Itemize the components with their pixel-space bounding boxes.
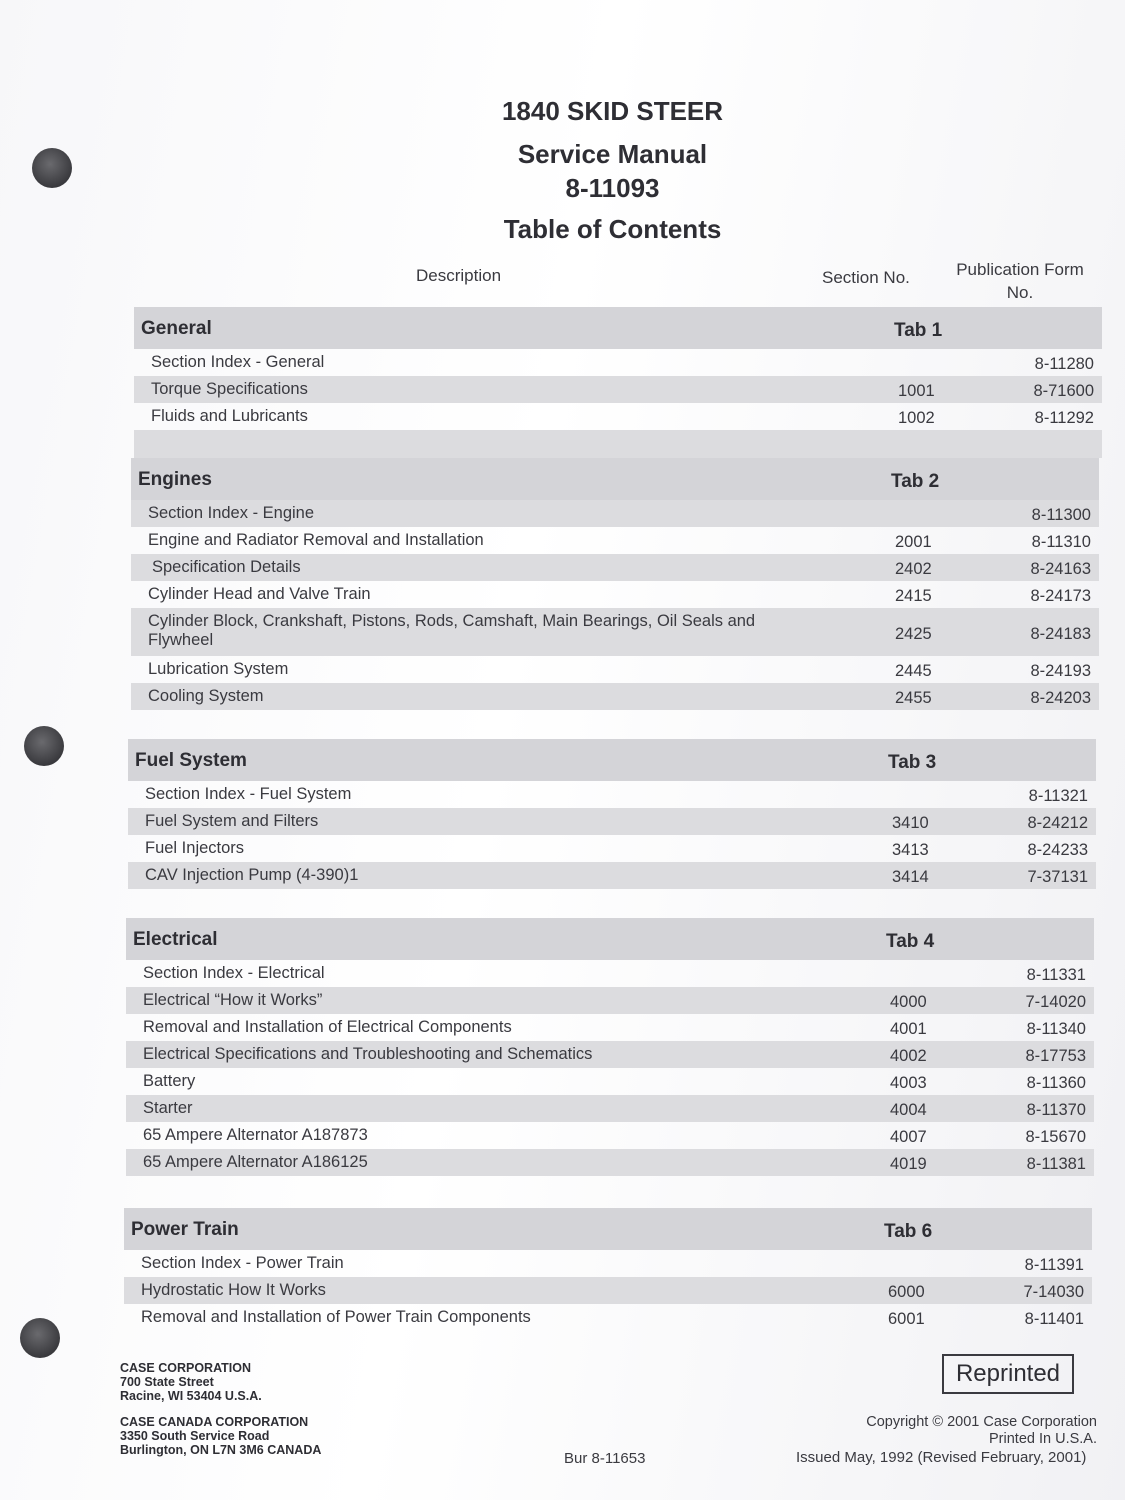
row-section-no: 2445	[895, 662, 932, 680]
section-general	[134, 307, 1102, 458]
row-section-no: 4004	[890, 1101, 927, 1119]
toc-row	[128, 781, 1096, 808]
copyright-line: Copyright © 2001 Case Corporation	[866, 1414, 1097, 1430]
row-publication-no: 8-11300	[1031, 506, 1091, 524]
row-publication-no: 8-24173	[1030, 587, 1091, 605]
row-section-no: 4002	[890, 1047, 927, 1065]
toc-row	[134, 349, 1102, 376]
row-section-no: 3414	[892, 868, 929, 886]
row-section-no: 4019	[890, 1155, 927, 1173]
toc-row	[126, 1149, 1094, 1176]
toc-row	[128, 835, 1096, 862]
toc-row	[131, 500, 1099, 527]
row-description: Specification Details	[152, 558, 301, 576]
row-description: Hydrostatic How It Works	[141, 1281, 326, 1299]
toc-row	[126, 1041, 1094, 1068]
issued-date: Issued May, 1992 (Revised February, 2001)	[796, 1449, 1087, 1466]
toc-row	[131, 608, 1099, 656]
row-description: Engine and Radiator Removal and Installation	[148, 531, 484, 549]
copyright-block	[866, 1414, 1097, 1448]
row-section-no: 6001	[888, 1310, 925, 1328]
section-name: Electrical	[133, 929, 218, 950]
binder-hole	[24, 726, 64, 766]
row-description: Cylinder Head and Valve Train	[148, 585, 371, 603]
row-publication-no: 8-24203	[1030, 689, 1091, 707]
row-publication-no: 8-11340	[1026, 1020, 1086, 1038]
toc-row	[131, 683, 1099, 710]
section-electrical	[126, 918, 1094, 1176]
section-tab: Tab 3	[888, 752, 937, 773]
row-description: Removal and Installation of Electrical Components	[143, 1018, 512, 1036]
section-tab: Tab 2	[891, 471, 940, 492]
row-publication-no: 8-24212	[1027, 814, 1088, 832]
model-title: 1840 SKID STEER	[501, 96, 724, 126]
address-line: 3350 South Service Road	[120, 1429, 270, 1443]
section-engines	[131, 458, 1099, 710]
toc-row	[131, 527, 1099, 554]
section-header	[124, 1208, 1092, 1250]
case-us-address	[120, 1361, 262, 1403]
row-description: Torque Specifications	[151, 380, 308, 398]
toc-row	[126, 1068, 1094, 1095]
toc-row	[128, 862, 1096, 889]
reprinted-stamp: Reprinted	[942, 1354, 1074, 1394]
toc-row	[131, 656, 1099, 683]
row-publication-no: 8-11280	[1034, 355, 1094, 373]
toc-row	[126, 960, 1094, 987]
address-line: Racine, WI 53404 U.S.A.	[120, 1389, 262, 1403]
toc-row	[134, 376, 1102, 403]
row-section-no: 2415	[895, 587, 932, 605]
row-description: Removal and Installation of Power Train Components	[141, 1308, 531, 1326]
toc-row	[126, 987, 1094, 1014]
row-section-no: 4007	[890, 1128, 927, 1146]
row-publication-no: 8-11292	[1034, 409, 1094, 427]
row-publication-no: 8-24183	[1030, 625, 1091, 643]
row-section-no: 2455	[895, 689, 932, 707]
toc-row	[126, 1095, 1094, 1122]
row-publication-no: 8-11381	[1026, 1155, 1086, 1173]
toc-row	[126, 1014, 1094, 1041]
row-publication-no: 8-71600	[1033, 382, 1094, 400]
row-spacer	[134, 430, 1102, 458]
row-section-no: 1001	[898, 382, 935, 400]
section-name: Power Train	[131, 1219, 239, 1240]
section-name: Engines	[138, 469, 212, 490]
row-publication-no: 7-14030	[1023, 1283, 1084, 1301]
row-publication-no: 8-11401	[1024, 1310, 1084, 1328]
row-section-no: 4001	[890, 1020, 927, 1038]
section-tab: Tab 1	[894, 320, 943, 341]
column-header-section-no: Section No.	[822, 268, 910, 287]
row-section-no: 2001	[895, 533, 932, 551]
toc-row	[131, 581, 1099, 608]
address-line: CASE CANADA CORPORATION	[120, 1415, 309, 1429]
row-description: Section Index - Power Train	[141, 1254, 344, 1272]
row-description: Cooling System	[148, 687, 264, 705]
column-header-publication-form-line1: Publication Form	[956, 260, 1084, 279]
row-publication-no: 7-14020	[1025, 993, 1086, 1011]
binder-hole	[20, 1318, 60, 1358]
case-canada-address	[120, 1415, 321, 1457]
toc-row	[126, 1122, 1094, 1149]
address-line: Burlington, ON L7N 3M6 CANADA	[120, 1443, 322, 1457]
row-publication-no: 7-37131	[1027, 868, 1088, 886]
address-line: CASE CORPORATION	[120, 1361, 252, 1375]
row-section-no: 1002	[898, 409, 935, 427]
section-header	[131, 458, 1099, 500]
row-publication-no: 8-11391	[1024, 1256, 1084, 1274]
address-line: 700 State Street	[120, 1375, 214, 1389]
row-publication-no: 8-11370	[1026, 1101, 1086, 1119]
form-number: Bur 8-11653	[564, 1450, 646, 1467]
section-header	[128, 739, 1096, 781]
row-section-no: 2402	[895, 560, 932, 578]
row-description: Section Index - Engine	[148, 504, 315, 522]
row-publication-no: 8-24233	[1027, 841, 1088, 859]
column-header-description: Description	[416, 266, 502, 285]
row-description: Section Index - Fuel System	[145, 785, 352, 803]
row-description: Fuel System and Filters	[145, 812, 319, 830]
toc-row	[124, 1277, 1092, 1304]
section-header	[126, 918, 1094, 960]
row-description: Starter	[143, 1099, 193, 1117]
toc-row	[124, 1304, 1092, 1331]
row-description: CAV Injection Pump (4-390)1	[145, 866, 359, 884]
row-publication-no: 8-11360	[1026, 1074, 1086, 1092]
row-description: Fuel Injectors	[145, 839, 245, 857]
toc-row	[131, 554, 1099, 581]
toc-row	[134, 403, 1102, 430]
printed-line: Printed In U.S.A.	[989, 1431, 1097, 1447]
row-publication-no: 8-11321	[1028, 787, 1088, 805]
row-description: Lubrication System	[148, 660, 289, 678]
toc-row	[124, 1250, 1092, 1277]
row-description: Cylinder Block, Crankshaft, Pistons, Rods, Camshaft, Main Bearings, Oil Seals and Flywheel	[148, 612, 756, 649]
section-name: General	[141, 318, 212, 339]
section-fuel-system	[128, 739, 1096, 889]
row-description: Electrical “How it Works”	[143, 991, 323, 1009]
row-description: Electrical Specifications and Troubleshooting and Schematics	[143, 1045, 593, 1063]
row-section-no: 3413	[892, 841, 929, 859]
section-name: Fuel System	[135, 750, 247, 771]
section-power-train	[124, 1208, 1092, 1331]
row-description: 65 Ampere Alternator A186125	[143, 1153, 368, 1171]
row-publication-no: 8-11310	[1031, 533, 1091, 551]
toc-title: Table of Contents	[503, 214, 722, 244]
row-section-no: 4003	[890, 1074, 927, 1092]
row-publication-no: 8-24193	[1030, 662, 1091, 680]
section-tab: Tab 6	[884, 1221, 933, 1242]
manual-number: 8-11093	[565, 173, 660, 203]
manual-title: Service Manual	[517, 139, 708, 169]
row-publication-no: 8-17753	[1025, 1047, 1086, 1065]
section-header	[134, 307, 1102, 349]
toc-row	[128, 808, 1096, 835]
row-description: Section Index - General	[151, 353, 325, 371]
row-publication-no: 8-15670	[1025, 1128, 1086, 1146]
row-description: Fluids and Lubricants	[151, 407, 308, 425]
row-section-no: 3410	[892, 814, 929, 832]
row-section-no: 2425	[895, 625, 932, 643]
row-description: 65 Ampere Alternator A187873	[143, 1126, 368, 1144]
column-header-publication-form	[950, 258, 1090, 304]
row-section-no: 6000	[888, 1283, 925, 1301]
column-header-publication-form-line2: No.	[1006, 283, 1034, 302]
row-publication-no: 8-11331	[1026, 966, 1086, 984]
row-description: Section Index - Electrical	[143, 964, 325, 982]
row-publication-no: 8-24163	[1030, 560, 1091, 578]
row-description: Battery	[143, 1072, 196, 1090]
row-section-no: 4000	[890, 993, 927, 1011]
section-tab: Tab 4	[886, 931, 935, 952]
